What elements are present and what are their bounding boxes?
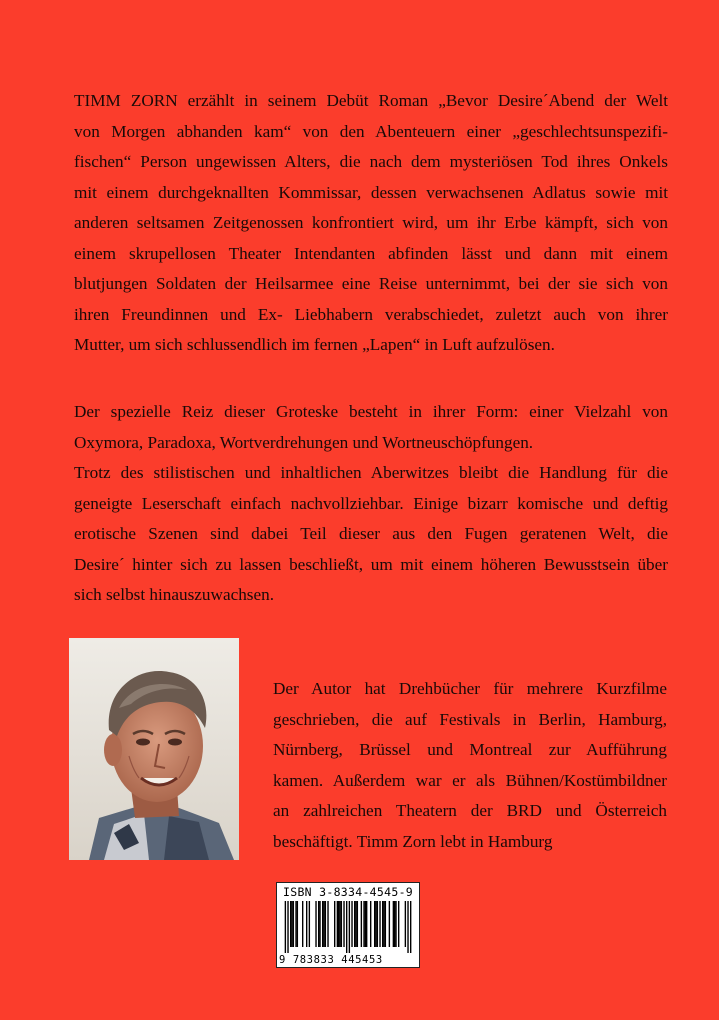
barcode-bar: [318, 901, 319, 947]
author-bio: [273, 674, 667, 857]
barcode-bar: [366, 901, 367, 947]
barcode-bar: [385, 901, 386, 947]
barcode-bar: [322, 901, 323, 947]
blurb-line: Desire´ hinter sich zu lassen beschließt, um mit einem höheren Bewusstsein über: [74, 554, 668, 574]
isbn-label: ISBN 3-8334-4545-9: [283, 885, 414, 899]
blurb-line: mit einem durchgeknallten Kommissar, dessen verwachsenen Adlatus sowie mit: [74, 182, 668, 202]
barcode-bar: [361, 901, 362, 947]
barcode-bar: [363, 901, 364, 947]
bio-line: Nürnberg, Brüssel und Montreal zur Aufführung: [273, 740, 667, 759]
barcode-bar: [287, 901, 288, 953]
barcode-bar: [370, 901, 371, 947]
barcode-bar: [346, 901, 347, 953]
bio-line: Der Autor hat Drehbücher für mehrere Kurzfilme: [273, 679, 667, 698]
barcode-bar: [343, 901, 344, 947]
barcode-bar: [357, 901, 358, 947]
barcode-bar: [341, 901, 342, 947]
barcode-bar: [285, 901, 286, 953]
barcode-bar: [377, 901, 378, 947]
barcode-bar: [337, 901, 338, 947]
barcode-bar: [407, 901, 408, 953]
barcode-bar: [309, 901, 310, 947]
barcode-bar: [405, 901, 406, 947]
barcode-bar: [375, 901, 376, 947]
blurb-line: einem skrupellosen Theater Intendanten abfinden lässt und dann mit einem: [74, 243, 668, 263]
barcode-bar: [325, 901, 326, 947]
barcode-bars-icon: [282, 901, 414, 953]
blurb-line: blutjungen Soldaten der Heilsarmee eine Reise unternimmt, bei der sie sich von: [74, 274, 668, 293]
barcode-bar: [323, 901, 324, 947]
blurb-line: Mutter, um sich schlussendlich im fernen „Lapen“ in Luft aufzulösen.: [74, 335, 555, 354]
barcode-bar: [306, 901, 307, 947]
barcode-bar: [394, 901, 395, 947]
barcode-bar: [351, 901, 352, 947]
barcode-bar: [383, 901, 384, 947]
barcode-bar: [395, 901, 396, 947]
bio-line: kamen. Außerdem war er als Bühnen/Kostümbildner: [273, 770, 667, 790]
bio-line: beschäftigt. Timm Zorn lebt in Hamburg: [273, 831, 553, 851]
blurb-line: anderen seltsamen Zeitgenossen konfrontiert wird, um ihr Erbe kämpft, sich von: [74, 213, 668, 232]
bio-line: geschrieben, die auf Festivals in Berlin, Hamburg,: [273, 709, 667, 729]
barcode-bar: [334, 901, 335, 947]
bio-line: an zahlreichen Theatern der BRD und Österreich: [273, 801, 667, 820]
blurb-line: Der spezielle Reiz dieser Groteske besteht in ihrer Form: einer Vielzahl von: [74, 402, 668, 421]
barcode-bar: [398, 901, 399, 947]
barcode-bar: [410, 901, 411, 953]
blurb-line: geneigte Leserschaft einfach nachvollziehbar. Einige bizarr komische und deftig: [74, 493, 668, 513]
barcode-bar: [393, 901, 394, 947]
barcode-bar: [295, 901, 296, 947]
ean-digits: 9 783833 445453: [279, 954, 383, 966]
blurb-line: TIMM ZORN erzählt in seinem Debüt Roman „Bevor Desire´Abend der Welt: [74, 91, 668, 110]
barcode-bar: [349, 901, 350, 953]
barcode-bar: [374, 901, 375, 947]
blurb-line: sich selbst hinauszuwachsen.: [74, 585, 274, 604]
blurb-line: fischen“ Person ungewissen Alters, die nach dem mysteriösen Tod ihres Onkels: [74, 152, 668, 171]
barcode-bar: [389, 901, 390, 947]
isbn-barcode: [276, 882, 420, 968]
blurb-line: Trotz des stilistischen und inhaltlichen Aberwitzes bleibt die Handlung für die: [74, 463, 668, 482]
blurb-paragraph-1: [74, 86, 668, 361]
blurb-line: Oxymora, Paradoxa, Wortverdrehungen und Wortneuschöpfungen.: [74, 432, 534, 452]
barcode-bar: [339, 901, 340, 947]
barcode-bar: [302, 901, 303, 947]
barcode-bar: [354, 901, 355, 947]
barcode-bar: [365, 901, 366, 947]
blurb-line: ihren Freundinnen und Ex- Liebhabern verabschiedet, zuletzt auch von ihrer: [74, 304, 668, 324]
blurb-line: von Morgen abhanden kam“ von den Abenteuern einer „geschlechtsunspezifi-: [74, 121, 668, 141]
blurb-line: erotische Szenen sind dabei Teil dieser aus den Fugen geratenen Welt, die: [74, 524, 668, 543]
barcode-bar: [355, 901, 356, 947]
barcode-bar: [291, 901, 292, 947]
barcode-bar: [338, 901, 339, 947]
barcode-bar: [293, 901, 294, 947]
author-portrait-icon: [69, 638, 239, 860]
author-photo: [69, 638, 239, 860]
barcode-bar: [379, 901, 380, 947]
barcode-bar: [382, 901, 383, 947]
barcode-bar: [290, 901, 291, 947]
barcode-bar: [327, 901, 328, 947]
barcode-bar: [297, 901, 298, 947]
barcode-bar: [315, 901, 316, 947]
blurb-paragraph-2: [74, 397, 668, 611]
barcode-bar: [319, 901, 320, 947]
